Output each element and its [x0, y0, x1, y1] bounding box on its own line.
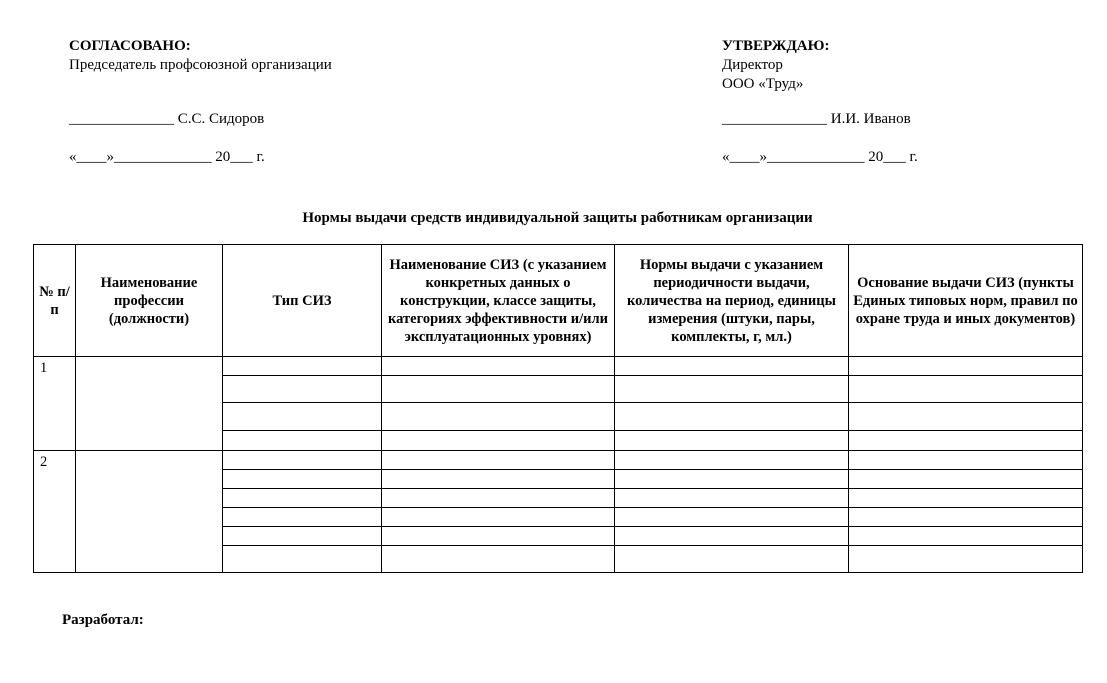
agreed-heading: СОГЛАСОВАНО: [69, 38, 191, 54]
table-cell [223, 376, 382, 403]
header-num: № п/п [34, 245, 76, 357]
table-cell [849, 451, 1083, 470]
table-cell [223, 489, 382, 508]
table-cell [382, 508, 615, 527]
table-cell [382, 376, 615, 403]
table-row [34, 451, 1083, 470]
agreed-position: Председатель профсоюзной организации [69, 57, 332, 73]
agreed-signature-line: ______________ С.С. Сидоров [69, 111, 265, 127]
approved-position: Директор [722, 57, 783, 73]
row-number-2: 2 [34, 451, 76, 573]
table-cell [615, 470, 849, 489]
table-cell [382, 451, 615, 470]
header-type: Тип СИЗ [223, 245, 382, 357]
approved-organization: ООО «Труд» [722, 76, 804, 92]
table-cell [849, 403, 1083, 431]
table-cell [382, 546, 615, 573]
table-cell [615, 527, 849, 546]
table-cell [849, 489, 1083, 508]
header-profession: Наименование профессии (должности) [76, 245, 223, 357]
table-cell [382, 431, 615, 451]
table-cell [615, 431, 849, 451]
table-cell [223, 431, 382, 451]
profession-cell [76, 451, 223, 573]
table-header-row [34, 245, 1083, 357]
table-cell [223, 403, 382, 431]
table-cell [615, 546, 849, 573]
agreed-date-line: «____»_____________ 20___ г. [69, 149, 265, 165]
document-title: Нормы выдачи средств индивидуальной защиты работникам организации [302, 210, 813, 226]
table-row [34, 357, 1083, 376]
table-cell [382, 489, 615, 508]
table-cell [382, 527, 615, 546]
header-norms: Нормы выдачи с указанием периодичности выдачи, количества на период, единицы измерения (штуки, пары, комплекты, г, мл.) [615, 245, 849, 357]
table-cell [223, 451, 382, 470]
table-cell [615, 357, 849, 376]
table-cell [849, 357, 1083, 376]
header-basis: Основание выдачи СИЗ (пункты Единых типовых норм, правил по охране труда и иных документов) [849, 245, 1083, 357]
table-cell [615, 376, 849, 403]
norms-table [33, 244, 1083, 573]
table-cell [223, 470, 382, 489]
table-cell [849, 431, 1083, 451]
table-cell [849, 470, 1083, 489]
table-cell [615, 508, 849, 527]
table-cell [382, 403, 615, 431]
table-cell [382, 470, 615, 489]
table-cell [849, 527, 1083, 546]
table-cell [615, 451, 849, 470]
table-cell [382, 357, 615, 376]
table-cell [615, 489, 849, 508]
header-name: Наименование СИЗ (с указанием конкретных данных о конструкции, классе защиты, категориях эффективности и/или эксплуатационных уровнях) [382, 245, 615, 357]
table-cell [223, 357, 382, 376]
approved-signature-line: ______________ И.И. Иванов [722, 111, 911, 127]
table-cell [223, 527, 382, 546]
table-cell [849, 376, 1083, 403]
developed-by-label: Разработал: [62, 612, 144, 628]
table-cell [849, 546, 1083, 573]
table-cell [223, 546, 382, 573]
row-number-1: 1 [34, 357, 76, 451]
table-cell [223, 508, 382, 527]
table-cell [849, 508, 1083, 527]
table-cell [615, 403, 849, 431]
profession-cell [76, 357, 223, 451]
approved-date-line: «____»_____________ 20___ г. [722, 149, 918, 165]
approved-heading: УТВЕРЖДАЮ: [722, 38, 830, 54]
